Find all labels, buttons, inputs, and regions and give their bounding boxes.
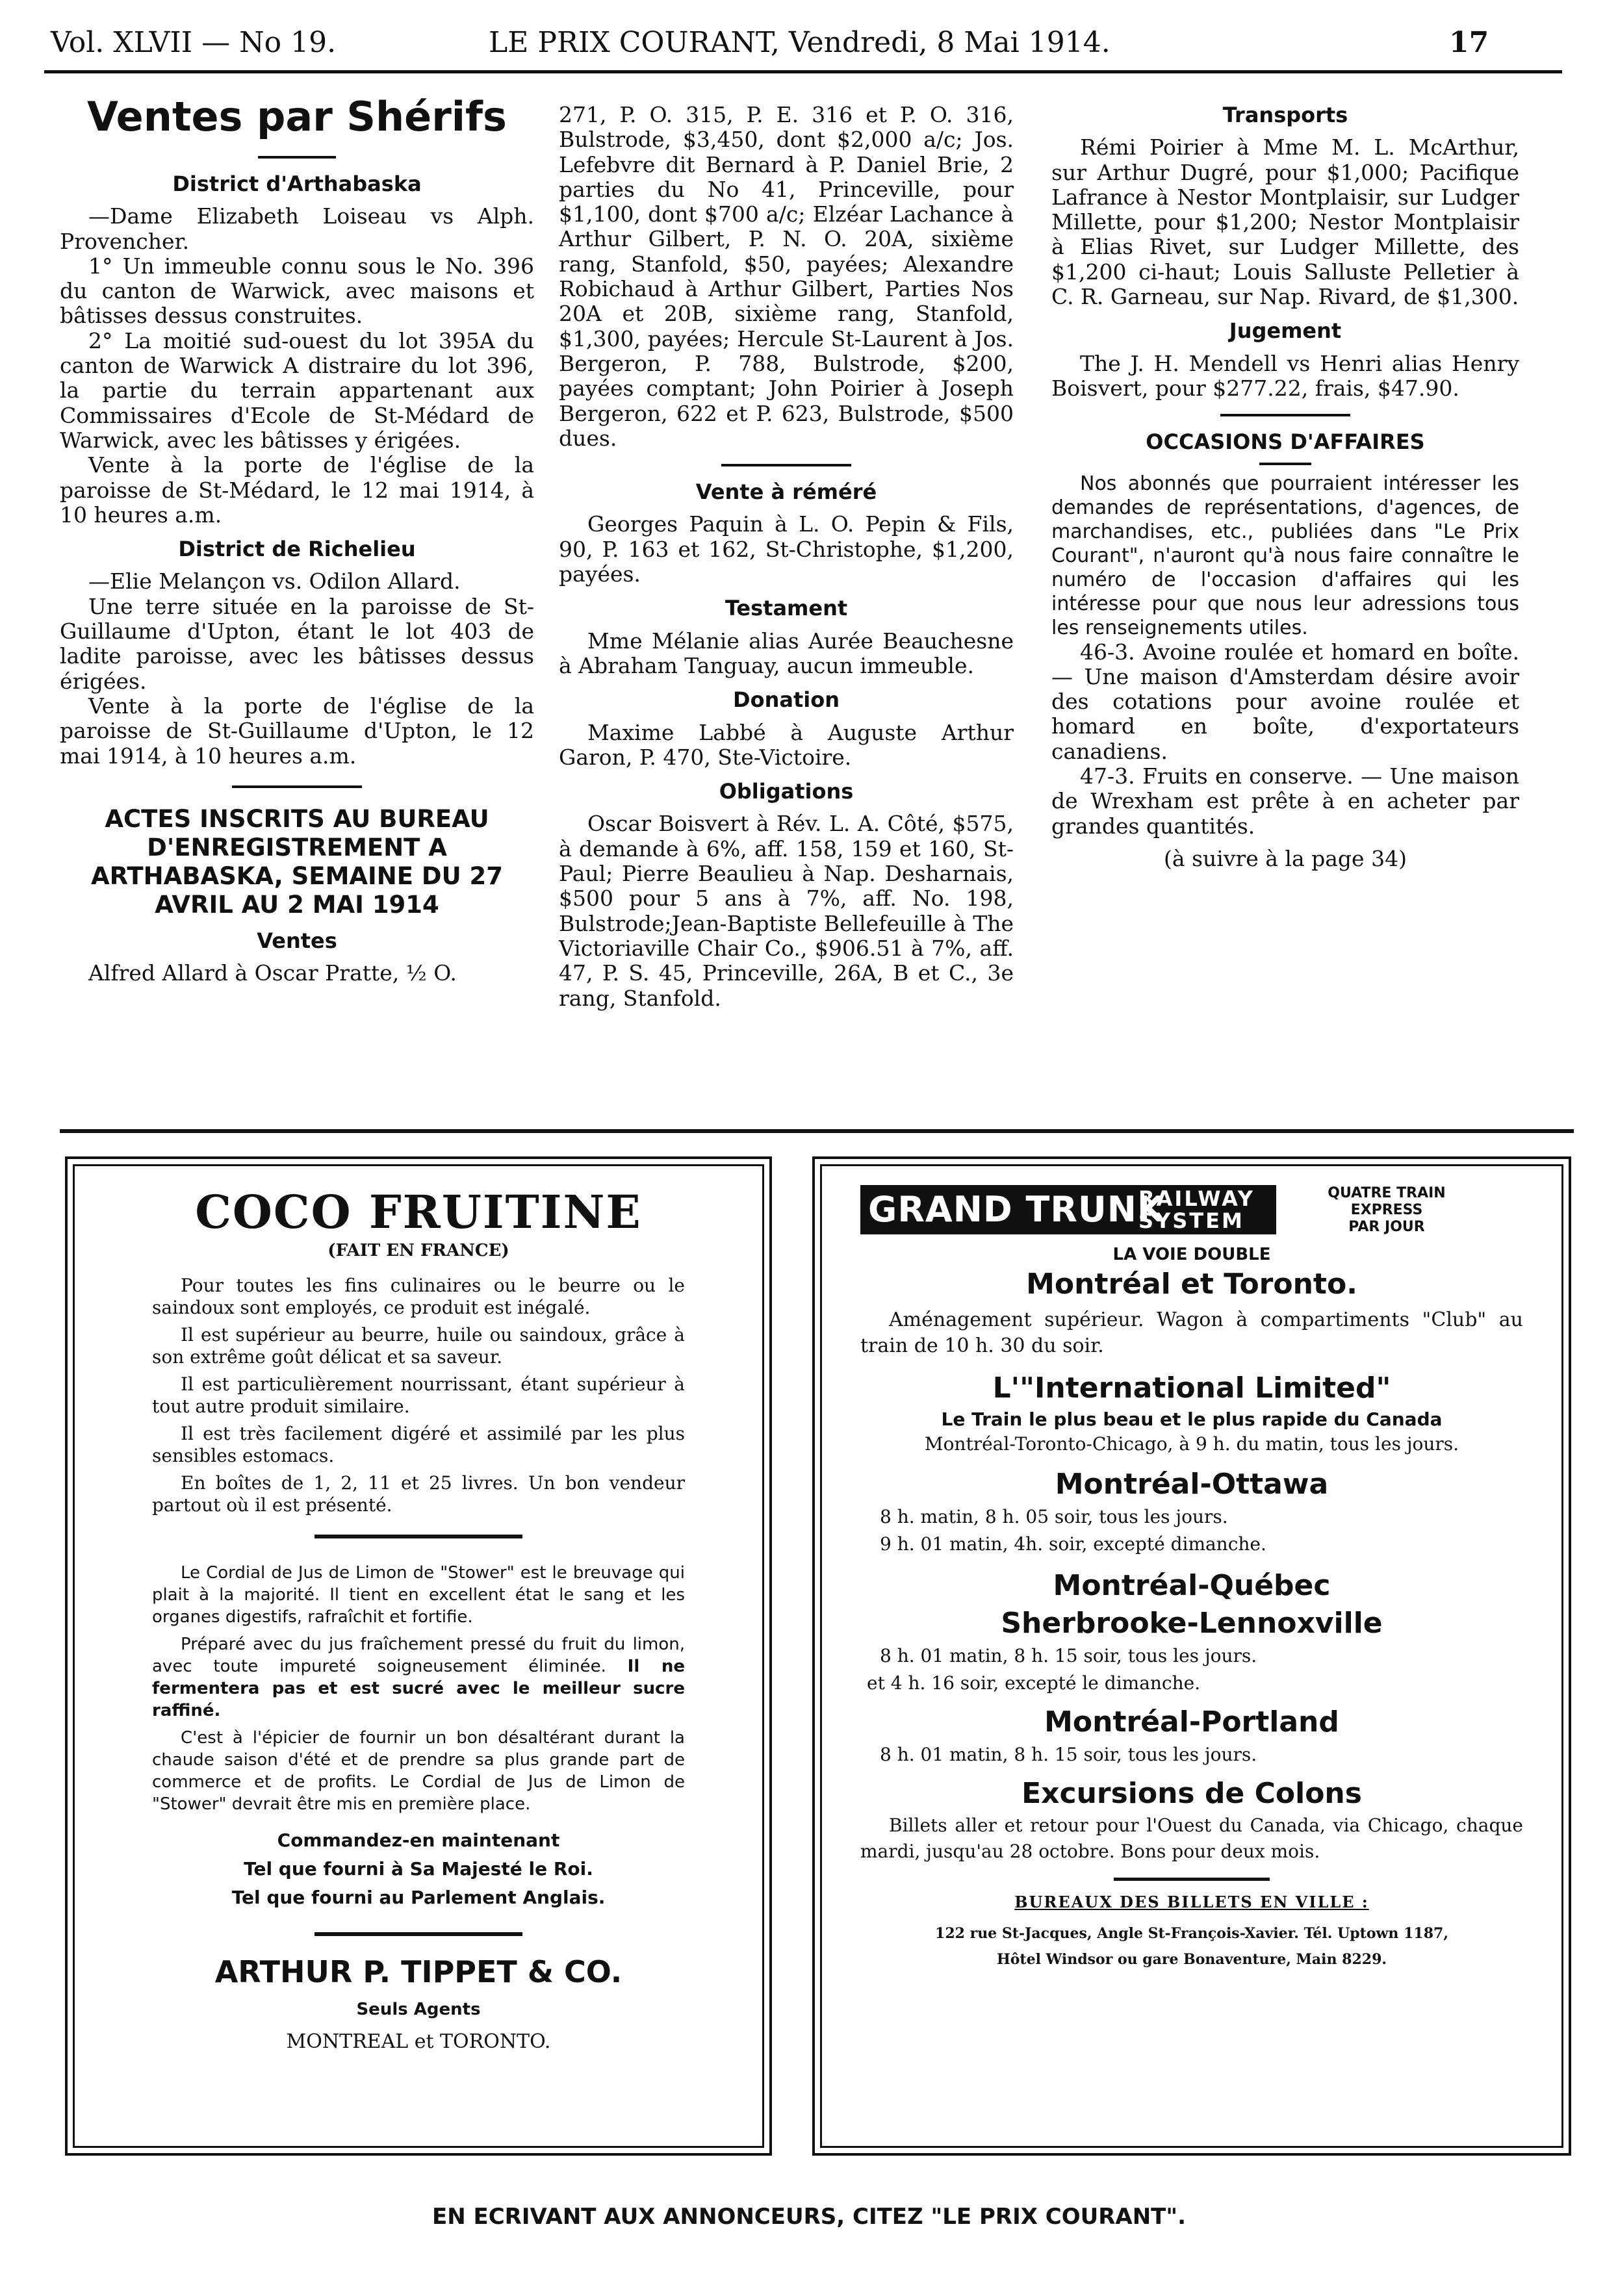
route-text: 8 h. matin, 8 h. 05 soir, tous les jours. xyxy=(880,1506,1228,1527)
ticket-address: 122 rue St-Jacques, Angle St-François-Xavier. Tél. Uptown 1187, xyxy=(935,1925,1448,1942)
case-1-item-2: 2° La moitié sud-ouest du lot 395A du canton de Warwick A distraire du lot 396, la partie du terrain appartenant aux Commissaires d'Ecole de St-Médard de Warwick, avec les bâtisses y érigées. xyxy=(60,327,534,453)
divider xyxy=(1114,1878,1270,1881)
route-text: 8 h. 01 matin, 8 h. 15 soir, tous les jours. xyxy=(880,1744,1257,1765)
ventes-heading: Ventes xyxy=(257,928,337,953)
footer-note: EN ECRIVANT AUX ANNONCEURS, CITEZ "LE PRIX COURANT". xyxy=(431,2204,1187,2230)
divider xyxy=(1259,463,1311,465)
case-2-sale: Vente à la porte de l'église de la paroisse de St-Guillaume d'Upton, le 12 mai 1914, à 10 heures a.m. xyxy=(60,693,534,769)
route-text: 8 h. 01 matin, 8 h. 15 soir, tous les jours. xyxy=(880,1645,1257,1666)
ad-subtitle: (FAIT EN FRANCE) xyxy=(327,1241,509,1260)
case-1-item-1: 1° Un immeuble connu sous le No. 396 du canton de Warwick, avec maisons et bâtisses dessus construites. xyxy=(60,253,534,329)
ad-paragraph: Il est très facilement digéré et assimilé par les plus sensibles estomacs. xyxy=(152,1423,685,1466)
company-name: ARTHUR P. TIPPET & CO. xyxy=(214,1954,623,1989)
route-heading: Montréal-Québec xyxy=(1053,1569,1331,1602)
express-note xyxy=(1289,1185,1484,1236)
jugement-heading: Jugement xyxy=(1229,318,1342,344)
section-rule xyxy=(60,1129,1574,1133)
occasion-item-47: 47-3. Fruits en conserve. — Une maison de Wrexham est prête à en acheter par grandes quantités. xyxy=(1051,763,1519,839)
divider xyxy=(232,785,362,788)
express-note-line: QUATRE TRAIN xyxy=(1328,1185,1446,1201)
cordial-paragraph: C'est à l'épicier de fournir un bon désaltérant durant la chaude saison d'été et de prendre sa plus grande part de commerce et de profits. Le Cordial de Jus de Limon de "Stower" devrait être mis en première place. xyxy=(152,1728,685,1814)
order-line: Commandez-en maintenant xyxy=(277,1830,560,1851)
continued-note: (à suivre à la page 34) xyxy=(1164,845,1407,871)
ventes-continued: 271, P. O. 315, P. E. 316 et P. O. 316, Bulstrode, $3,450, dont $2,000 a/c; Jos. Lefebvre dit Bernard à P. Daniel Brie, 2 parties du No 41, Princeville, pour $1,100, dont $700 a/c; Elzéar Lachance à Arthur Gilbert, P. N. O. 20A, sixième rang, Stanfold, $50, payées; Alexandre Robichaud à Arthur Gilbert, Parties Nos 20A et 20B, sixième rang, Stanfold, $1,300, payées; Hercule St-Laurent à Jos. Bergeron, P. 788, Bulstrode, $200, payées comptant; John Poirier à Joseph Bergeron, 622 et P. 623, Bulstrode, $500 dues. xyxy=(559,102,1014,451)
route-heading: Montréal-Portland xyxy=(1044,1705,1339,1739)
express-note-line: PAR JOUR xyxy=(1348,1219,1425,1235)
ad-title: COCO FRUITINE xyxy=(195,1185,642,1239)
cordial-text: Préparé avec du jus fraîchement pressé du fruit du limon, avec toute impureté soigneusement éliminée. xyxy=(152,1635,685,1676)
case-2: —Elie Melançon vs. Odilon Allard. xyxy=(88,568,461,594)
donation-heading: Donation xyxy=(733,687,840,713)
route-heading: L'"International Limited" xyxy=(992,1371,1391,1405)
volume-number: Vol. XLVII — No 19. xyxy=(51,26,337,59)
route-text: 9 h. 01 matin, 4h. soir, excepté dimanche. xyxy=(880,1533,1266,1555)
case-2-item: Une terre située en la paroisse de St-Guillaume d'Upton, étant le lot 403 de ladite paroisse, avec les bâtisses dessus érigées. xyxy=(60,593,534,694)
divider xyxy=(1220,414,1350,416)
jugement-text: The J. H. Mendell vs Henri alias Henry Boisvert, pour $277.22, frais, $47.90. xyxy=(1051,350,1519,401)
agents-label: Seuls Agents xyxy=(356,2000,481,2019)
divider xyxy=(315,1535,522,1538)
ticket-offices: BUREAUX DES BILLETS EN VILLE : xyxy=(1014,1893,1369,1911)
grand-trunk-ad xyxy=(812,1156,1571,2156)
cordial-paragraph xyxy=(152,1633,685,1722)
divider xyxy=(258,156,336,159)
transports-heading: Transports xyxy=(1222,103,1348,127)
remere-heading: Vente à réméré xyxy=(695,479,877,505)
ticket-address: Hôtel Windsor ou gare Bonaventure, Main 8229. xyxy=(996,1951,1387,1968)
obligations-text: Oscar Boisvert à Rév. L. A. Côté, $575, à demande à 6%, aff. 158, 159 et 160, St-Paul; Pierre Beaulieu à Nap. Desharnais, $500 pour 5 ans à 7%, aff. No. 198, Bulstrode;Jean-Baptiste Bellefeuille à The Victoriaville Chair Co., $906.51 à 7%, aff. 47, P. S. 45, Princeville, 26A, B et C., 3e rang, Stanfold. xyxy=(559,811,1014,1011)
order-line: Tel que fourni à Sa Majesté le Roi. xyxy=(244,1858,593,1880)
ad-paragraph: En boîtes de 1, 2, 11 et 25 livres. Un bon vendeur partout où il est présenté. xyxy=(152,1472,685,1516)
route-heading: Sherbrooke-Lennoxville xyxy=(1001,1607,1383,1640)
route-heading: Excursions de Colons xyxy=(1021,1777,1362,1810)
occasions-intro: Nos abonnés que pourraient intéresser les demandes de représentations, d'agences, de marchandises, etc., publiées dans "Le Prix Courant", n'auront qu'à nous faire connaître le numéro de l'occasion d'affaires qui les intéresse pour que nous leur adressions tous les renseignements utiles. xyxy=(1051,472,1519,639)
logo-system: SYSTEM xyxy=(1138,1208,1244,1233)
logo-railway: RAILWAY xyxy=(1138,1186,1255,1211)
route-heading: Montréal-Ottawa xyxy=(1055,1468,1329,1501)
ventes-text: Alfred Allard à Oscar Pratte, ½ O. xyxy=(88,960,457,986)
route-text: Le Train le plus beau et le plus rapide du Canada xyxy=(941,1409,1443,1430)
route-text: Billets aller et retour pour l'Ouest du Canada, via Chicago, chaque mardi, jusqu'au 28 octobre. Bons pour deux mois. xyxy=(860,1815,1523,1862)
obligations-heading: Obligations xyxy=(719,779,854,804)
sheriff-sales-heading: Ventes par Shérifs xyxy=(87,93,507,140)
testament-text: Mme Mélanie alias Aurée Beauchesne à Abraham Tanguay, aucun immeuble. xyxy=(559,628,1014,678)
coco-fruitine-ad xyxy=(65,1156,772,2156)
actes-heading: ACTES INSCRITS AU BUREAU D'ENREGISTREMENT A ARTHABASKA, SEMAINE DU 27 AVRIL AU 2 MAI 1914 xyxy=(90,804,504,919)
case-1: —Dame Elizabeth Loiseau vs Alph. Provencher. xyxy=(60,203,534,254)
logo-grand-trunk: GRAND TRUNK xyxy=(868,1189,1165,1230)
route-text: Aménagement supérieur. Wagon à compartiments "Club" au train de 10 h. 30 du soir. xyxy=(860,1308,1523,1357)
page-number: 17 xyxy=(1449,26,1489,59)
case-1-sale: Vente à la porte de l'église de la paroisse de St-Médard, le 12 mai 1914, à 10 heures a.m. xyxy=(60,452,534,528)
double-track: LA VOIE DOUBLE xyxy=(1112,1245,1271,1264)
testament-heading: Testament xyxy=(725,596,848,621)
occasion-item-46: 46-3. Avoine roulée et homard en boîte. — Une maison d'Amsterdam désire avoir des cotations pour avoine roulée et homard en boîte, d'exportateurs canadiens. xyxy=(1051,639,1519,764)
ad-paragraph: Pour toutes les fins culinaires ou le beurre ou le saindoux sont employés, ce produit est inégalé. xyxy=(152,1275,685,1318)
column-3 xyxy=(1051,103,1519,871)
ad-paragraph: Il est supérieur au beurre, huile ou saindoux, grâce à son extrême goût délicat et sa saveur. xyxy=(152,1324,685,1368)
district-richelieu: District de Richelieu xyxy=(178,537,416,562)
page-title: LE PRIX COURANT, Vendredi, 8 Mai 1914. xyxy=(489,26,1111,59)
remere-text: Georges Paquin à L. O. Pepin & Fils, 90, P. 163 et 162, St-Christophe, $1,200, payées. xyxy=(559,511,1014,587)
divider xyxy=(721,464,851,466)
occasions-heading: OCCASIONS D'AFFAIRES xyxy=(1146,429,1425,455)
cordial-paragraph: Le Cordial de Jus de Limon de "Stower" est le breuvage qui plait à la majorité. Il tient en excellent état le sang et les organes digestifs, rafraîchit et fortifie. xyxy=(152,1563,685,1627)
express-note-line: EXPRESS xyxy=(1350,1202,1423,1218)
donation-text: Maxime Labbé à Auguste Arthur Garon, P. 470, Ste-Victoire. xyxy=(559,719,1014,770)
order-line: Tel que fourni au Parlement Anglais. xyxy=(231,1887,606,1908)
district-arthabaska: District d'Arthabaska xyxy=(172,172,422,196)
route-text: et 4 h. 16 soir, excepté le dimanche. xyxy=(867,1672,1201,1694)
transports-text: Rémi Poirier à Mme M. L. McArthur, sur Arthur Dugré, pour $1,000; Pacifique Lafrance à Nestor Montplaisir, sur Ludger Millette, pour $1,200; Nestor Montplaisir à Elias Rivet, sur Ludger Millette, des $1,200 ci-haut; Louis Salluste Pelletier à C. R. Garneau, sur Nap. Rivard, de $1,300. xyxy=(1051,134,1519,310)
route-text: Montréal-Toronto-Chicago, à 9 h. du matin, tous les jours. xyxy=(924,1433,1459,1455)
ad-paragraph: Il est particulièrement nourrissant, étant supérieur à tout autre produit similaire. xyxy=(152,1373,685,1417)
route-heading: Montréal et Toronto. xyxy=(1026,1268,1357,1301)
column-2 xyxy=(559,103,1014,1011)
cordial-text-bold: Il ne fermentera pas et est sucré avec le meilleur sucre raffiné. xyxy=(152,1657,685,1720)
divider xyxy=(315,1932,522,1936)
header-rule xyxy=(44,70,1562,73)
grand-trunk-logo xyxy=(860,1185,1276,1234)
cities: MONTREAL et TORONTO. xyxy=(286,2030,551,2053)
column-1 xyxy=(60,91,534,986)
